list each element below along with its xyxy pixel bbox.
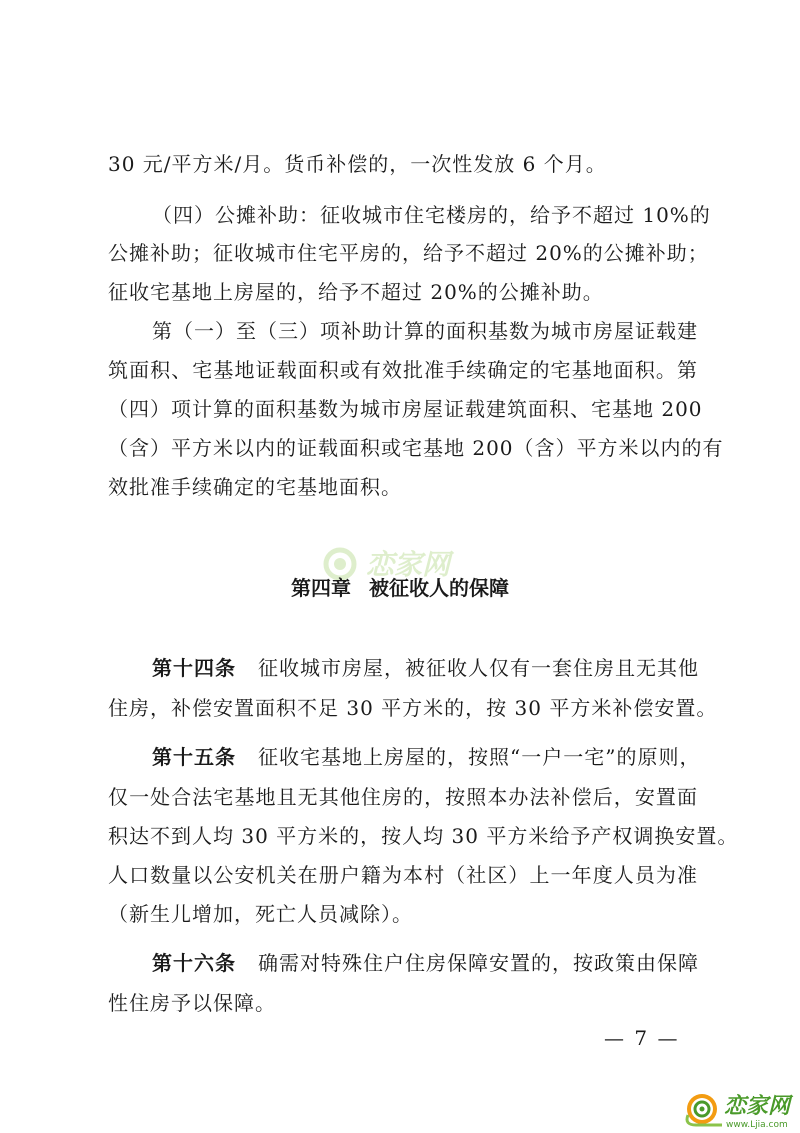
text-line-9: 效批准手续确定的宅基地面积。 [108, 475, 402, 499]
text-line-3: 公摊补助；征收城市住宅平房的，给予不超过 20%的公摊补助； [108, 241, 709, 265]
text-line-6: 筑面积、宅基地证载面积或有效批准手续确定的宅基地面积。第 [108, 358, 698, 382]
article-15-line-4: 人口数量以公安机关在册户籍为本村（社区）上一年度人员为准 [108, 863, 698, 887]
watermark-top-text: 恋家网 [366, 548, 451, 581]
article-15-line-2: 仅一处合法宅基地且无其他住房的，按照本办法补偿后，安置面 [108, 785, 698, 809]
article-14-text-1: 征收城市房屋，被征收人仅有一套住房且无其他 [258, 656, 699, 680]
article-14-label: 第十四条 [152, 656, 236, 680]
article-15-text-1: 征收宅基地上房屋的，按照“一户一宅”的原则， [258, 745, 701, 769]
chapter-number: 第四章 [291, 576, 351, 600]
logo-text: 恋家网 [724, 1094, 791, 1119]
chapter-title: 被征收人的保障 [369, 576, 509, 600]
article-15-line-1 [152, 743, 701, 771]
article-16-line-2: 性住房予以保障。 [108, 991, 276, 1015]
article-14-line-2: 住房，补偿安置面积不足 30 平方米的，按 30 平方米补偿安置。 [108, 696, 718, 720]
page-number: — 7 — [604, 1026, 680, 1050]
text-line-7: （四）项计算的面积基数为城市房屋证载建筑面积、宅基地 200 [108, 397, 703, 421]
text-line-4: 征收宅基地上房屋的，给予不超过 20%的公摊补助。 [108, 280, 604, 304]
article-14-line-1 [152, 654, 698, 682]
article-15-line-3: 积达不到人均 30 平方米的，按人均 30 平方米给予产权调换安置。 [108, 824, 739, 848]
site-logo-icon [682, 1085, 798, 1131]
chapter-heading [0, 574, 800, 602]
logo-url: www.Ljia.com [726, 1120, 788, 1130]
text-line-2: （四）公摊补助：征收城市住宅楼房的，给予不超过 10%的 [152, 203, 711, 227]
article-15-line-5: （新生儿增加，死亡人员减除）。 [108, 902, 413, 926]
text-line-1: 30 元/平方米/月。货币补偿的，一次性发放 6 个月。 [108, 152, 607, 176]
article-16-line-1 [152, 949, 698, 977]
text-line-8: （含）平方米以内的证载面积或宅基地 200（含）平方米以内的有 [108, 436, 724, 460]
text-line-5: 第（一）至（三）项补助计算的面积基数为城市房屋证载建 [152, 319, 698, 343]
article-15-label: 第十五条 [152, 745, 236, 769]
article-16-text-1: 确需对特殊住户住房保障安置的，按政策由保障 [258, 951, 699, 975]
article-16-label: 第十六条 [152, 951, 236, 975]
